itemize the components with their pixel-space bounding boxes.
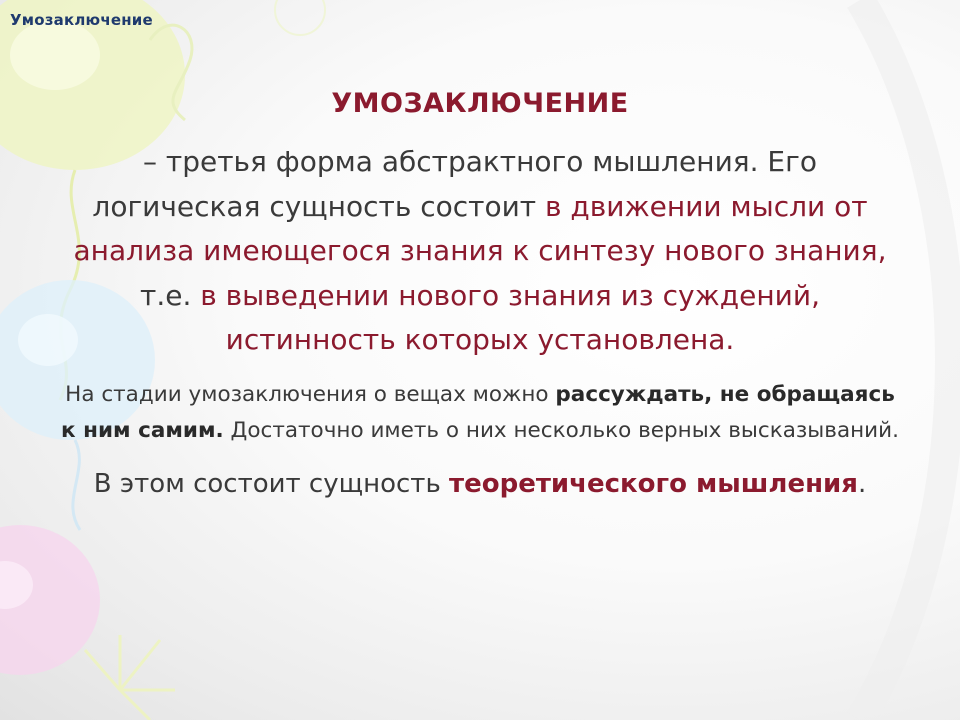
conclusion-text-1: В этом состоит сущность xyxy=(93,468,450,499)
definition-paragraph xyxy=(60,140,900,363)
conclusion-text-2: . xyxy=(857,468,867,499)
definition-text-2: т.е. xyxy=(140,278,201,312)
definition-highlight-1: в движении мысли от анализа имеющегося знания к синтезу нового знания, xyxy=(73,189,887,267)
conclusion-paragraph xyxy=(60,463,900,505)
reasoning-paragraph xyxy=(60,377,900,449)
conclusion-emphasis: теоретического мышления xyxy=(449,468,858,499)
slide-title: УМОЗАКЛЮЧЕНИЕ xyxy=(331,88,629,119)
starburst-decoration xyxy=(85,635,175,720)
definition-highlight-2: в выведении нового знания из суждений, истинность которых установлена. xyxy=(200,278,820,356)
definition-text-1: – третья форма абстрактного мышления. Его логическая сущность состоит xyxy=(92,145,817,223)
reasoning-bold: рассуждать, не обращаясь к ним самим. xyxy=(61,381,895,443)
slide-header-label: Умозаключение xyxy=(10,11,153,29)
slide-content xyxy=(60,84,900,505)
reasoning-text-2: Достаточно иметь о них несколько верных высказываний. xyxy=(223,417,899,443)
reasoning-text-1: На стадии умозаключения о вещах можно xyxy=(65,381,556,407)
